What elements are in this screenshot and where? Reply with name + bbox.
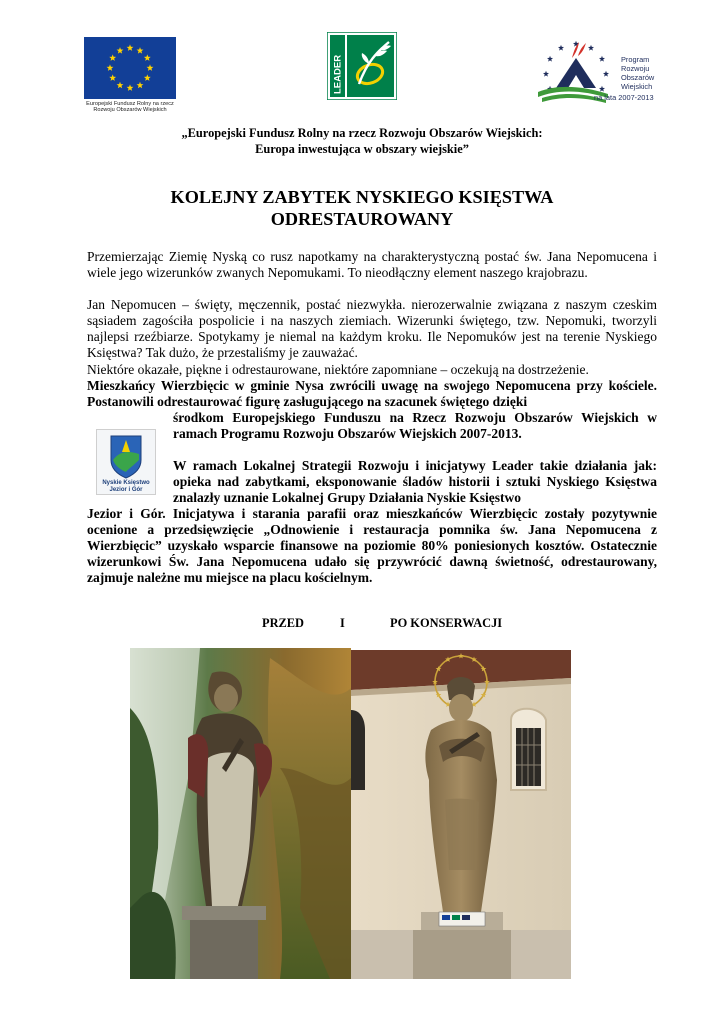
photo-statue-after <box>351 650 571 979</box>
paragraph-intro: Przemierzając Ziemię Nyską co rusz napotkamy na charakterystyczną postać św. Jana Nepomucena i wiele jego wizerunków zwanych Nepomukami. To nieodłączny element naszego krajobrazu. <box>87 249 657 281</box>
leader-logo <box>327 32 397 100</box>
leader-logo-text: LEADER <box>332 54 344 94</box>
eu-caption-line-1: Europejski Fundusz Rolny na rzecz <box>86 101 174 107</box>
motto-line-1: „Europejski Fundusz Rolny na rzecz Rozwoju Obszarów Wiejskich: <box>181 126 543 140</box>
prow-line-4: Wiejskich <box>621 82 653 91</box>
eu-caption-line-2: Rozwoju Obszarów Wiejskich <box>93 107 167 114</box>
paragraph-residents: Mieszkańcy Wierzbięcic w gminie Nysa zwrócili uwagę na swojego Nepomucena przy kościele. Postanowili odrestaurować figurę zasługującego na szacunek świętego dzięki <box>87 378 657 410</box>
paragraph-funding: środkom Europejskiego Funduszu na Rzecz Rozwoju Obszarów Wiejskich w ramach Programu Rozwoju Obszarów Wiejskich 2007-2013. <box>173 410 657 442</box>
prow-years: na lata 2007-2013 <box>594 93 654 102</box>
prow-line-3: Obszarów <box>621 73 655 82</box>
star-icon <box>543 71 549 77</box>
star-icon <box>599 86 605 92</box>
motto-line-2: Europa inwestująca w obszary wiejskie” <box>255 142 469 156</box>
paragraph-nepomucen: Jan Nepomucen – święty, męczennik, postać niezwykła. nierozerwalnie związana z naszym czeskim sąsiadem zagościła pospolicie i na naszych ziemiach. Wizerunki świętego, tzw. Nepomuki, tworzyli najlepsi rzeźbiarze. Spotykamy je niemal na każdym kroku. Ile Nepomuków jest na terenie Nyskiego Księstwa? Tak dużo, że przestaliśmy je zauważać. <box>87 297 657 361</box>
photo-statue-before <box>130 648 351 979</box>
paragraph-leader-strategy: W ramach Lokalnej Strategii Rozwoju i inicjatywy Leader takie działania jak: opieka nad zabytkami, eksponowanie śladów historii i sztuki Nyskiego Księstwa znalazły uznanie Lokalnej Grupy Działania Nyskie Księstwo <box>173 458 657 506</box>
prow-line-2: Rozwoju <box>621 64 650 73</box>
star-icon <box>599 56 605 62</box>
prow-line-1: Program <box>621 55 650 64</box>
nyskie-ksiestwo-logo <box>96 429 156 495</box>
ngo-logo-line-2: Jezior i Gór <box>109 487 143 493</box>
caption-after: PO KONSERWACJI <box>390 616 503 630</box>
caption-before: PRZED <box>262 616 304 630</box>
eu-flag-logo <box>84 37 176 99</box>
eu-fund-caption <box>78 101 182 114</box>
star-icon <box>603 71 609 77</box>
star-icon <box>547 56 553 62</box>
page-title-line-1: KOLEJNY ZABYTEK NYSKIEGO KSIĘSTWA <box>170 187 554 207</box>
star-icon <box>588 45 594 51</box>
caption-and: I <box>340 616 345 630</box>
star-icon <box>558 45 564 51</box>
paragraph-restoration: Jezior i Gór. Inicjatywa i starania parafii oraz mieszkańców Wierzbięcic zostały pozytywnie ocenione a przedsięwzięcie „Odnowienie i restauracja pomnika św. Jana Nepomucena z Wierzbięcic” uzyskało wsparcie finansowe na poziomie 80% poniesionych kosztów. Ostatecznie wizerunkowi Św. Jana Nepomucena udało się przywrócić dawną świetność, odrestaurowany, zajmuje należne mu miejsce na placu kościelnym. <box>87 506 657 586</box>
prow-program-name <box>621 55 654 91</box>
ngo-logo-line-1: Nyskie Księstwo <box>102 480 150 486</box>
paragraph-forgotten: Niektóre okazałe, piękne i odrestaurowane, niektóre zapomniane – oczekują na dostrzeżenie. <box>87 362 589 377</box>
page-title-line-2: ODRESTAUROWANY <box>270 209 454 229</box>
